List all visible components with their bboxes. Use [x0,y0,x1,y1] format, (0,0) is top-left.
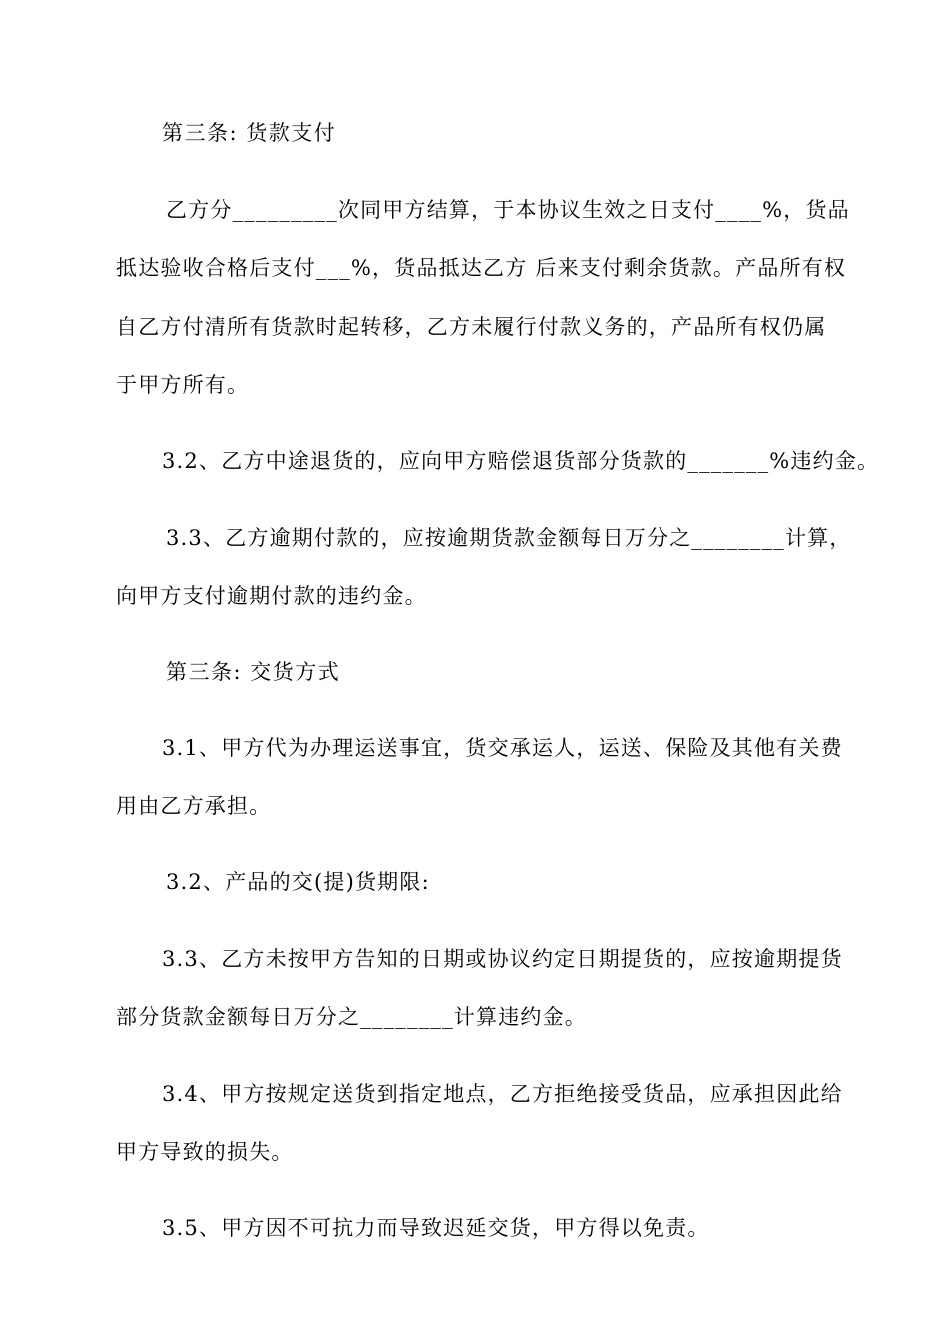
clause-3-5-force-majeure: 3.5、甲方因不可抗力而导致迟延交货，甲方得以免责。 [162,1216,710,1240]
payment-paragraph-line: 于甲方所有。 [116,373,250,397]
clause-3-3-late-payment-line: 3.3、乙方逾期付款的，应按逾期货款金额每日万分之________计算， [166,526,852,550]
payment-paragraph-line: 乙方分_________次同甲方结算，于本协议生效之日支付____%，货品 [166,198,850,222]
clause-3-2-delivery-period: 3.2、产品的交(提)货期限: [166,870,430,894]
clause-3-1-shipping-line: 3.1、甲方代为办理运送事宜，货交承运人，运送、保险及其他有关费 [162,736,843,760]
section-heading-payment: 第三条: 货款支付 [162,121,337,145]
clause-3-3-late-pickup-line: 部分货款金额每日万分之________计算违约金。 [116,1005,587,1029]
clause-3-4-refusal-line: 甲方导致的损失。 [116,1140,294,1164]
clause-3-1-shipping-line: 用由乙方承担。 [116,794,272,818]
payment-paragraph-line: 自乙方付清所有货款时起转移，乙方未履行付款义务的，产品所有权仍属 [116,315,827,339]
clause-3-4-refusal-line: 3.4、甲方按规定送货到指定地点，乙方拒绝接受货品，应承担因此给 [162,1082,843,1106]
clause-3-2-return: 3.2、乙方中途退货的，应向甲方赔偿退货部分货款的_______%违约金。 [162,449,880,473]
clause-3-3-late-pickup-line: 3.3、乙方未按甲方告知的日期或协议约定日期提货的，应按逾期提货 [162,947,843,971]
clause-3-3-late-payment-line: 向甲方支付逾期付款的违约金。 [116,584,427,608]
section-heading-delivery: 第三条: 交货方式 [166,660,341,684]
payment-paragraph-line: 抵达验收合格后支付___%，货品抵达乙方 后来支付剩余货款。产品所有权 [116,256,847,280]
